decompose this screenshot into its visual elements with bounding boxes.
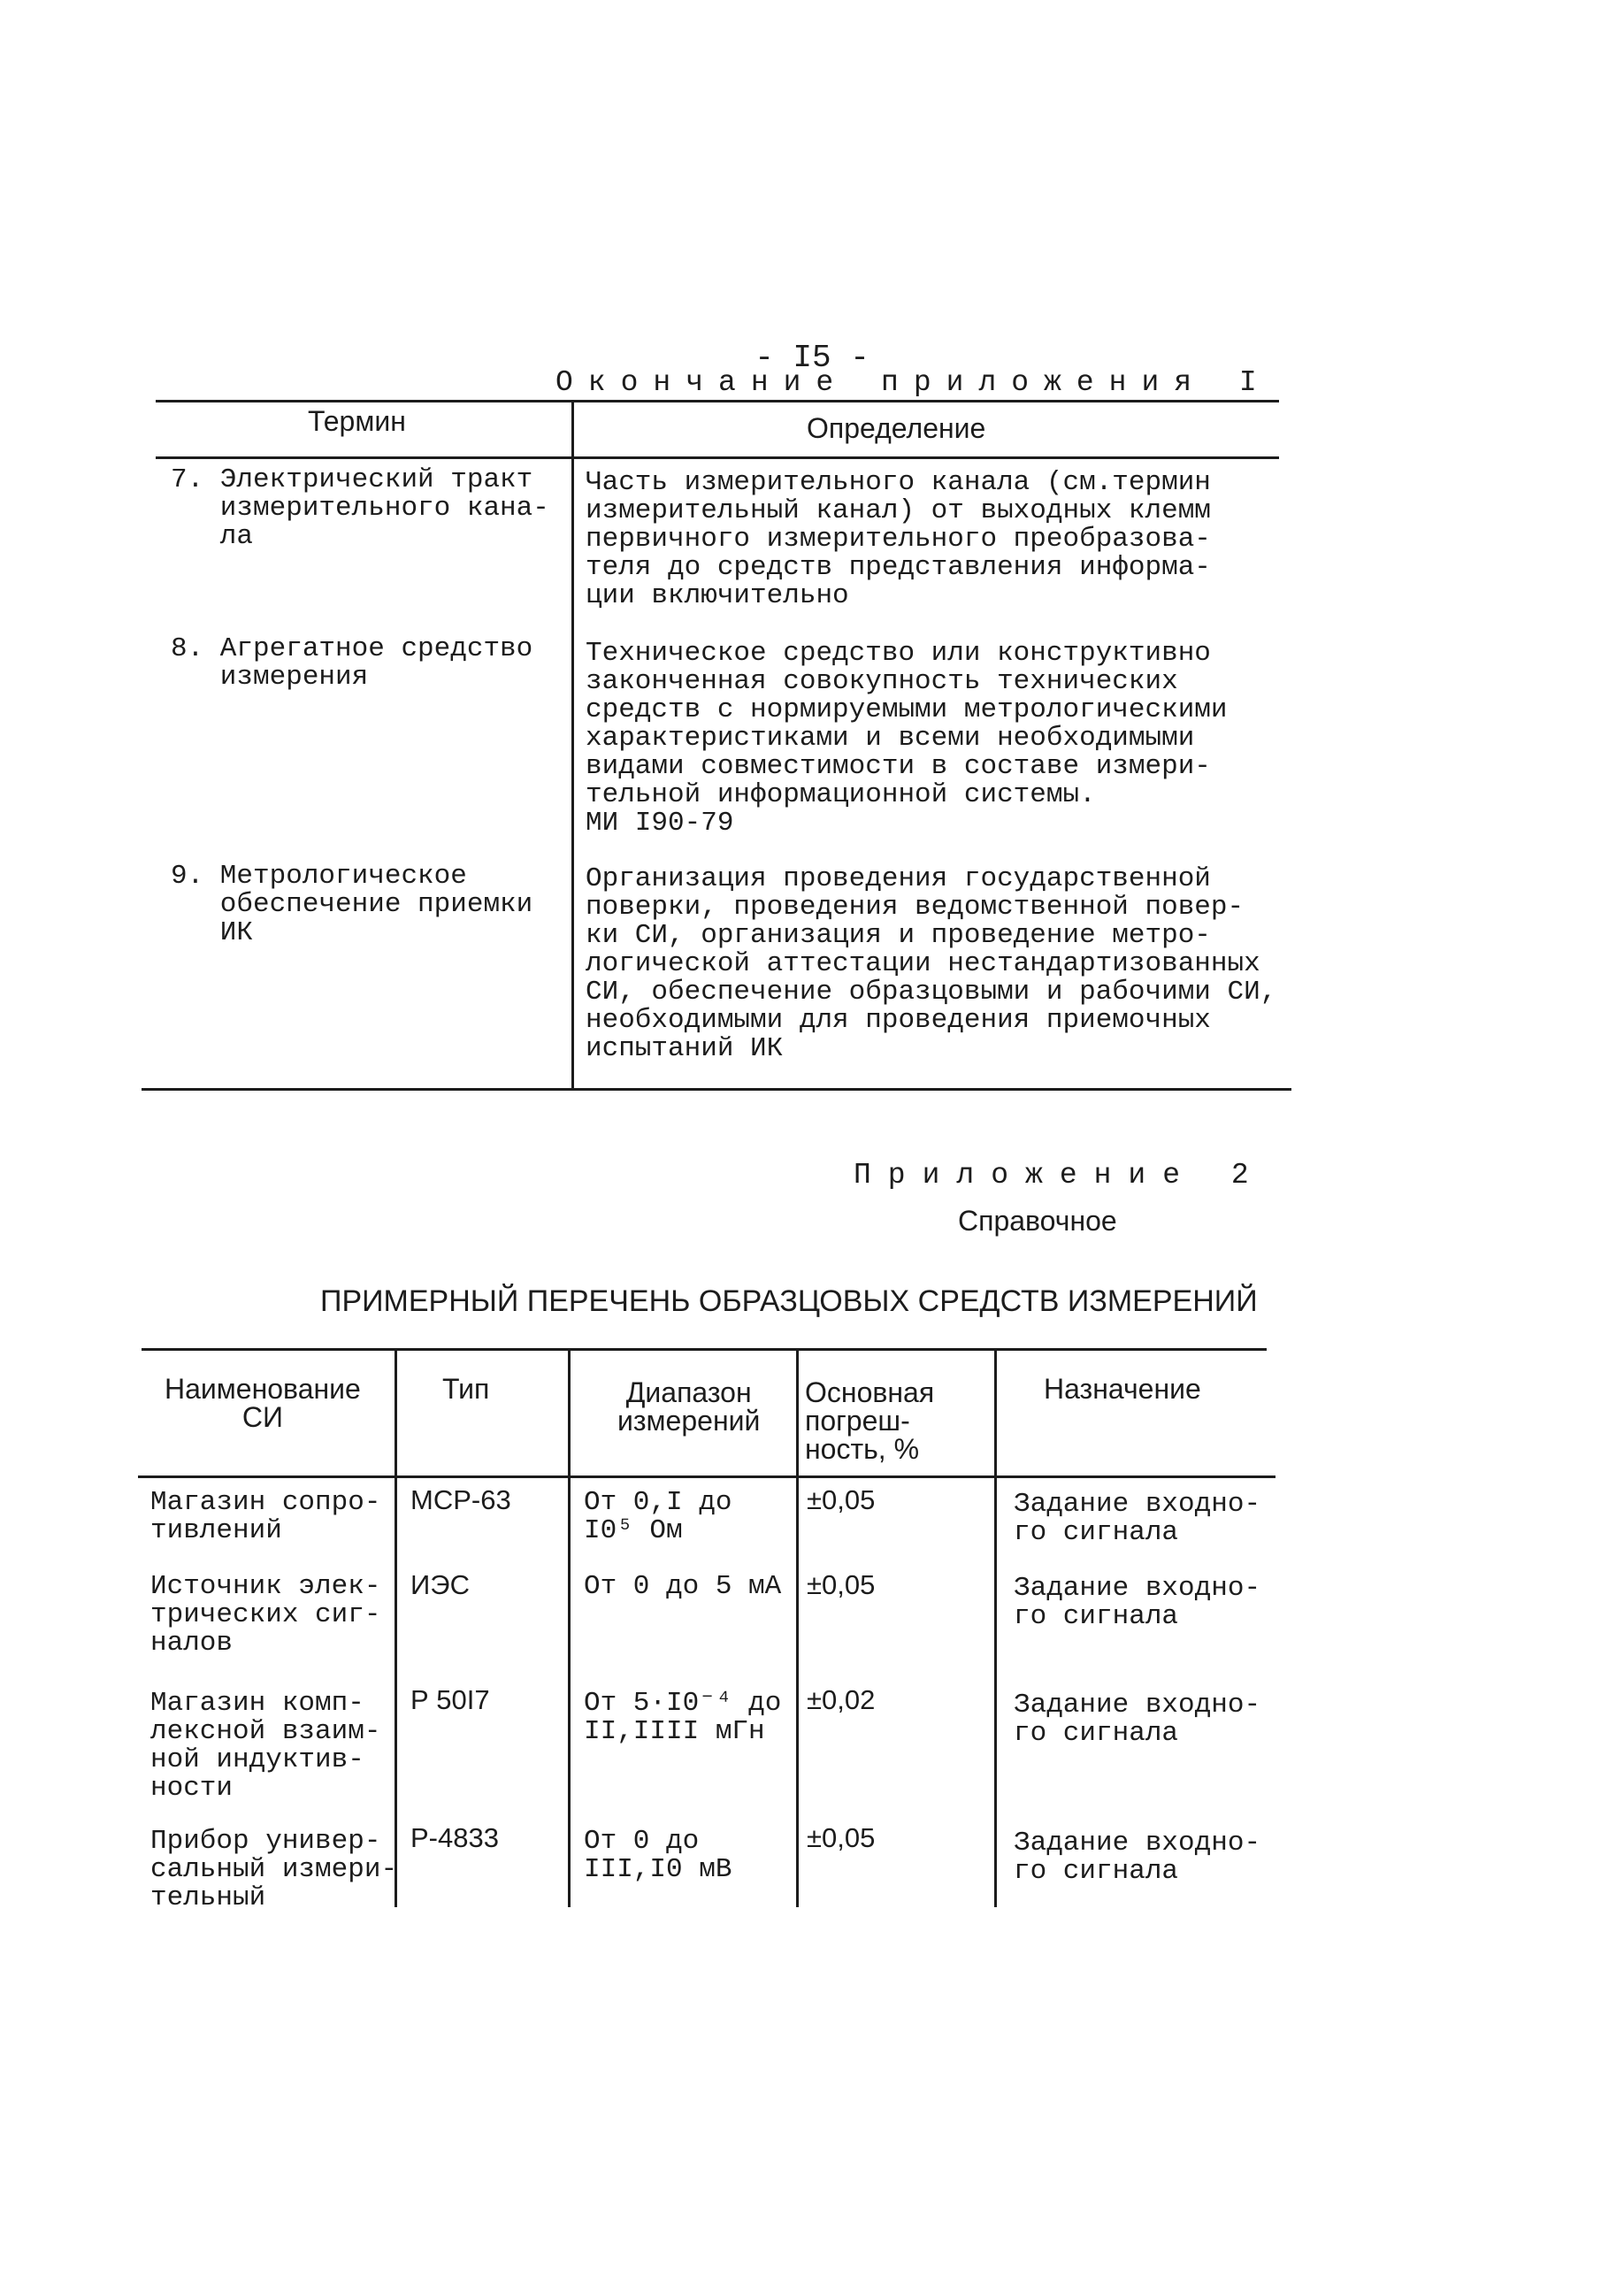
appendix2-subtitle: Справочное — [958, 1205, 1117, 1237]
page-number: - I5 - — [755, 340, 869, 376]
terms-table-header-rule — [156, 456, 1279, 459]
instrument-range: От 5·I0⁻⁴ до II,IIII мГн — [584, 1688, 782, 1747]
instrument-range: От 0 до 5 мА — [584, 1571, 782, 1602]
terms-table-bottom-rule — [142, 1088, 1291, 1091]
instrument-name: Источник элек- трических сиг- налов — [150, 1571, 381, 1659]
instrument-range: От 0 до III,I0 мВ — [584, 1826, 732, 1885]
instruments-header-range: Диапазон измерений — [617, 1376, 761, 1437]
instruments-header-type: Тип — [442, 1373, 490, 1405]
instrument-name: Прибор универ- сальный измери- тельный — [150, 1826, 398, 1913]
definition-8: Техническое средство или конструктивно законченная совокупность технических средств с нормируемыми метрологическими характеристиками и всеми необходимыми видами совместимости в составе измери- тельной информационной системы. МИ I90-79 — [586, 638, 1228, 839]
term-7: 7. Электрический тракт измерительного кана- ла — [171, 464, 549, 552]
instrument-error: ±0,02 — [807, 1684, 876, 1715]
instrument-type: МСР-63 — [410, 1484, 511, 1515]
instrument-name: Магазин сопро- тивлений — [150, 1487, 381, 1546]
instrument-type: Р-4833 — [410, 1822, 499, 1853]
appendix-end-heading: Окончание приложения I — [555, 366, 1272, 399]
definition-7: Часть измерительного канала (см.термин измерительный канал) от выходных клемм первичного измерительного преобразова- теля до средств представления информа- ции включительно — [586, 467, 1211, 611]
instrument-range: От 0,I до I0⁵ Ом — [584, 1487, 732, 1546]
instrument-purpose: Задание входно- го сигнала — [1014, 1573, 1261, 1632]
instruments-table-header-rule — [138, 1475, 1275, 1478]
instrument-purpose: Задание входно- го сигнала — [1014, 1690, 1261, 1749]
terms-table-divider — [571, 400, 574, 1090]
instruments-col-divider-3 — [796, 1350, 799, 1907]
instruments-col-divider-4 — [994, 1350, 997, 1907]
term-9: 9. Метрологическое обеспечение приемки ИК — [171, 861, 533, 948]
instrument-error: ±0,05 — [807, 1484, 876, 1515]
definition-9: Организация проведения государственной поверки, проведения ведомственной повер- ки СИ, организация и проведение метро- логической аттестации нестандартизованных СИ, обеспечение образцовыми и рабочими СИ, необходимыми для проведения приемочных испытаний ИК — [586, 863, 1277, 1064]
instrument-type: Р 50I7 — [410, 1684, 490, 1715]
instrument-name: Магазин комп- лексной взаим- ной индуктив- ности — [150, 1688, 381, 1804]
instrument-type: ИЭС — [410, 1569, 470, 1600]
instruments-list-title: ПРИМЕРНЫЙ ПЕРЕЧЕНЬ ОБРАЗЦОВЫХ СРЕДСТВ ИЗМЕРЕНИЙ — [320, 1284, 1258, 1318]
instrument-purpose: Задание входно- го сигнала — [1014, 1828, 1261, 1887]
terms-header-term: Термин — [308, 405, 406, 437]
instrument-error: ±0,05 — [807, 1569, 876, 1600]
instruments-col-divider-1 — [395, 1350, 397, 1907]
instrument-purpose: Задание входно- го сигнала — [1014, 1489, 1261, 1548]
instrument-error: ±0,05 — [807, 1822, 876, 1853]
term-8: 8. Агрегатное средство измерения — [171, 633, 533, 693]
terms-header-definition: Определение — [807, 412, 986, 444]
instruments-header-error: Основная погреш- ность, % — [805, 1376, 935, 1465]
instruments-table-top-rule — [142, 1348, 1267, 1351]
instruments-col-divider-2 — [568, 1350, 571, 1907]
instruments-header-purpose: Назначение — [1044, 1373, 1201, 1405]
instruments-header-name: Наименование СИ — [165, 1373, 361, 1433]
appendix2-title: Приложение 2 — [854, 1159, 1266, 1192]
terms-table-top-rule — [156, 400, 1279, 402]
